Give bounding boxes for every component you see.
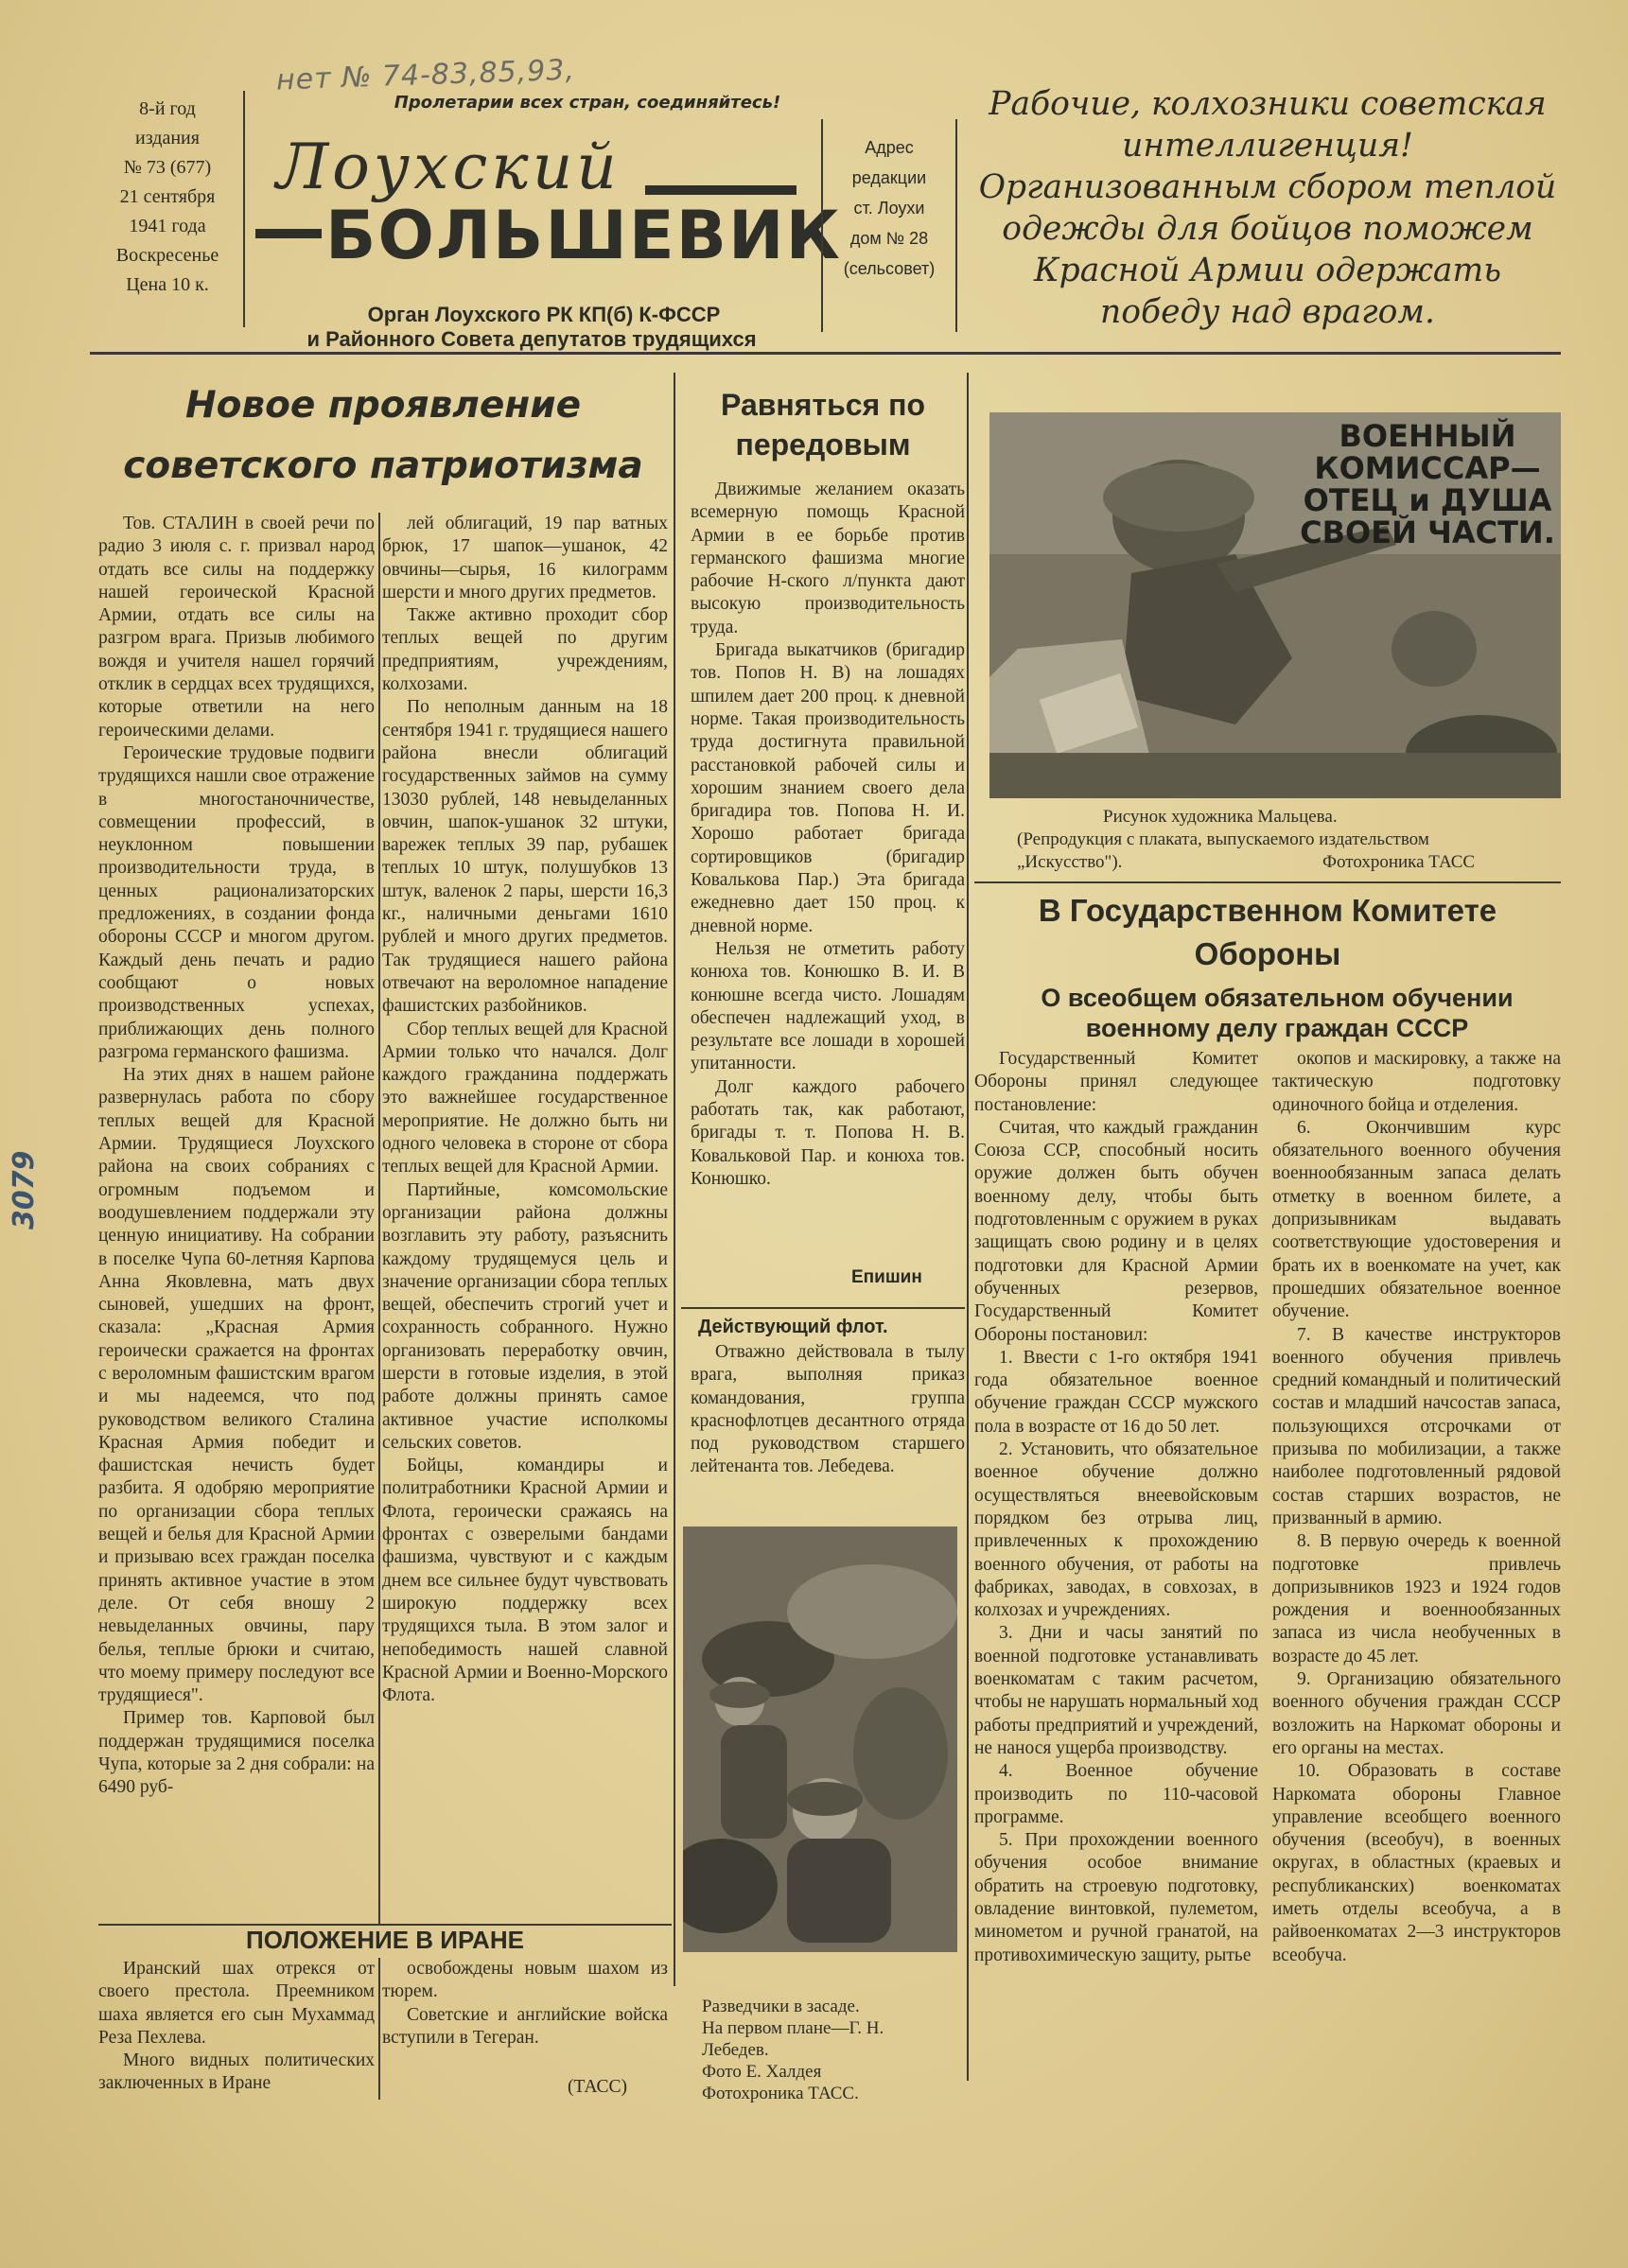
fleet-text: Отважно действовала в тылу врага, выполняя приказ командования, группа краснофлотцев десантного отряда под руководством старшего лейтенанта тов. Лебедева.: [691, 1342, 965, 1477]
masthead-rule: [255, 229, 322, 238]
caption-line: Лебедев.: [702, 2040, 769, 2060]
poster-caption-line1: Рисунок художника Мальцева.: [1103, 807, 1338, 827]
paragraph: 6. Окончившим курс обязательного военного обучения военнообязанным запаса делать отметку в военном билете, а допризывникам выдавать соответствующие удостоверения и брать их в военкомате на учет, как прошедших обязательное военное обучение.: [1272, 1117, 1561, 1322]
paragraph: лей облигаций, 19 пар ватных брюк, 17 шапок—ушанок, 42 овчины—сырья, 16 килограмм шерсти и много других предметов.: [382, 514, 668, 602]
paragraph: Долг каждого рабочего работать так, как работают, бригады т. т. Попова Н. В. Ковальковой Пар. и конюха тов. Конюшко.: [691, 1076, 965, 1189]
paragraph: освобождены новым шахом из тюрем.: [382, 1959, 668, 2002]
paragraph: 9. Организацию обязательного военного обучения граждан СССР возложить на Наркомат обороны и его органы на местах.: [1272, 1669, 1561, 1758]
paragraph: Движимые желанием оказать всемерную помощь Красной Армии в ее борьбе против германского фашизма многие рабочие Н-ского л/пункта дают высокую производительность труда.: [691, 480, 965, 637]
organ-line-2: и Районного Совета депутатов трудящихся: [306, 327, 757, 351]
paragraph: 4. Военное обучение производить по 110-часовой программе.: [974, 1761, 1258, 1827]
paragraph: 2. Установить, что обязательное военное обучение должно осуществляться внеевойсковым порядком без отрыва лиц, привлеченных к прохождению военного обучения, от работы на фабриках, заводах, в совхозах, в колхозах и учреждениях.: [974, 1439, 1258, 1621]
paragraph: 5. При прохождении военного обучения особое внимание обратить на строевую подготовку, овладение винтовкой, пулеметом, минометом и ручной гранатой, на противохимическую защиту, рытье: [974, 1830, 1258, 1965]
divider: [378, 1958, 380, 2100]
committee-headline-line2: Обороны: [1194, 936, 1341, 971]
caption-line: На первом плане—Г. Н.: [702, 2018, 884, 2038]
iran-column-1: [98, 1958, 375, 2096]
committee-column-1: [974, 1048, 1258, 1967]
appeal-text: Рабочие, колхозники советская интеллигенция! Организованным сбором теплой одежды для бойцов поможем Красной Армии одержать победу над врагом.: [978, 85, 1557, 331]
committee-subhead-line2: военному делу граждан СССР: [1085, 1014, 1469, 1042]
issue-info-line: 8-й год: [139, 98, 196, 119]
paragraph: Партийные, комсомольские организации района должны возглавить эту работу, разъяснить каждому трудящемуся цель и значение организации сбора теплых вещей, обеспечить строгий учет и сохранность собранного. Нужно организовать переработку овчин, шерсти в готовые изделия, в этой работе должны принять самое активное участие исполкомы сельских советов.: [382, 1179, 668, 1453]
address-line: редакции: [851, 168, 927, 187]
article1-column-1: [98, 513, 375, 1800]
paragraph: Пример тов. Карповой был поддержан трудящимися поселка Чупа, которые за 2 дня собрали: на 6490 руб-: [98, 1708, 375, 1798]
poster-caption-credit: Фотохроника ТАСС: [1322, 852, 1476, 872]
paragraph: Иранский шах отрекся от своего престола. Преемником шаха является его сын Мухаммад Реза Пехлева.: [98, 1959, 375, 2048]
article1-headline-line1: Новое проявление: [184, 384, 582, 427]
article2-signature: Епишин: [851, 1267, 922, 1287]
fleet-headline: Действующий флот.: [698, 1317, 888, 1337]
poster-image: [989, 412, 1561, 798]
issue-info-box: [92, 91, 245, 327]
archive-stamp: 3079: [8, 1150, 41, 1230]
caption-line: Фотохроника ТАСС.: [702, 2084, 859, 2103]
issue-info-line: 21 сентября: [119, 186, 216, 207]
paragraph: 1. Ввести с 1-го октября 1941 года обязательное военное обучение граждан СССР мужского пола в возрасте от 16 до 50 лет.: [974, 1347, 1258, 1437]
iran-column-2: [382, 1958, 668, 2050]
article2-body: [691, 479, 965, 1191]
paragraph: Сбор теплых вещей для Красной Армии только что начался. Долг каждого гражданина поддержать это важнейшее государственное мероприятие. Не должно быть ни одного человека в стороне от сбора теплых вещей для Красной Армии.: [382, 1019, 668, 1178]
article1-headline-line2: советского патриотизма: [123, 445, 643, 487]
address-line: (сельсовет): [843, 259, 936, 278]
poster-slogan-line4: СВОЕЙ ЧАСТИ.: [1300, 515, 1555, 550]
paragraph: Бригада выкатчиков (бригадир тов. Попов Н. В) на лошадях шпилем дает 200 проц. к дневной норме. Такая производительность труда достигнута правильной расстановкой рабочей силы и хорошим знанием своего дела бригадира тов. Попова Н. И. Хорошо работает бригада сортировщиков (бригадир Ковалькова Пар.) Эта бригада ежедневно дает 150 проц. к дневной норме.: [691, 640, 965, 936]
issue-info-line: Воскресенье: [115, 245, 219, 266]
paragraph: 10. Образовать в составе Наркомата обороны Главное управление всеобщего военного обучения (всеобуч), в военных округах, в областных (краевых и республиканских) военкоматах иметь отделы всеобуча, а в райвоенкоматах 2—3 инструкторов всеобуча.: [1272, 1761, 1561, 1965]
paragraph: Также активно проходит сбор теплых вещей по другим предприятиям, учреждениям, колхозами.: [382, 605, 668, 695]
committee-rule: [974, 881, 1561, 883]
address-info: [823, 119, 955, 284]
masthead-title-line1: Лоухский: [276, 131, 621, 203]
poster-slogan-line1: ВОЕННЫЙ: [1339, 418, 1516, 454]
poster-slogan-line3: ОТЕЦ и ДУША: [1303, 482, 1552, 518]
issue-info-line: издания: [135, 128, 200, 148]
paragraph: 8. В первую очередь к военной подготовке привлечь допризывников 1923 и 1924 годов рождения и военнообязанных запаса из числа необученных в возрасте до 45 лет.: [1272, 1531, 1561, 1666]
paragraph: Считая, что каждый гражданин Союза ССР, способный носить оружие должен быть обучен военному делу, чтобы быть подготовленным с оружием в руках защищать свою родину и в целях подготовки для Красной Армии обученных резервов, Государственный Комитет Обороны постановил:: [974, 1117, 1258, 1345]
issue-info-line: 1941 года: [129, 216, 206, 236]
paragraph: Советские и английские войска вступили в Тегеран.: [382, 2004, 668, 2048]
paragraph: Нельзя не отметить работу конюха тов. Конюшко В. И. В конюшне всегда чисто. Лошадям обеспечен надлежащий уход, в результате все лошади в хорошей упитанности.: [691, 938, 965, 1074]
masthead-title-line2: БОЛЬШЕВИК: [325, 197, 842, 274]
poster-slogan: [1290, 420, 1561, 549]
poster-caption-line2: (Репродукция с плаката, выпускаемого издательством: [1017, 829, 1429, 849]
organ-line-1: Орган Лоухского РК КП(б) К-ФССР: [367, 303, 721, 326]
article1-column-2: [382, 513, 668, 1707]
masthead-bottom-rule: [90, 352, 1561, 355]
committee-headline-line1: В Государственном Комитете: [1038, 893, 1497, 928]
scouts-caption: [702, 1996, 967, 2104]
caption-line: Фото Е. Халдея: [702, 2062, 822, 2082]
paragraph: Государственный Комитет Обороны принял следующее постановление:: [974, 1049, 1258, 1115]
scouts-photo-illustration: [683, 1527, 957, 1952]
article2-headline-line2: передовым: [735, 427, 911, 462]
caption-line: Разведчики в засаде.: [702, 1997, 860, 2016]
poster-slogan-line2: КОМИССАР—: [1314, 450, 1541, 486]
divider: [674, 373, 675, 1986]
iran-source: (ТАСС): [568, 2077, 628, 2097]
paragraph: По неполным данным на 18 сентября 1941 г. трудящиеся нашего района внесли облигаций государственных займов на сумму 13030 рублей, 148 невыделанных овчин, шапок-ушанок 32 штуки, варежек теплых 39 пар, рубашек теплых 10 штук, полушубков 13 штук, валенок 2 пары, шерсти 16,3 кг., наличными деньгами 1610 рублей и много других предметов. Так трудящиеся нашего района отвечают на вероломное нападение фашистских разбойников.: [382, 697, 668, 1017]
article2-headline-line1: Равняться по: [721, 388, 925, 422]
masthead-title: [248, 131, 842, 293]
handwritten-note: нет № 74-83,85,93,: [275, 53, 576, 97]
committee-column-2: [1272, 1048, 1561, 1967]
paragraph: Тов. СТАЛИН в своей речи по радио 3 июля с. г. призвал народ отдать все силы на поддержку нашей героической Красной Армии, отдать все силы на разгром врага. Призыв любимого вождя и учителя нашел горячий отклик в сердцах всех трудящихся, которые ответили на него героическими делами.: [98, 514, 375, 741]
paragraph: На этих днях в нашем районе развернулась работа по сбору теплых вещей для Красной Армии. Трудящиеся Лоухского района на своих собраниях с огромным подъемом и воодушевлением поддержали эту ценную инициативу. На собрании в поселке Чупа 60-летняя Карпова Анна Яковлевна, мать двух сыновей, ушедших на фронт, сказала: „Красная Армия героически сражается на фронтах с вероломным фашистским врагом и мы надеемся, что под руководством великого Сталина Красная Армия победит и фашистская нечисть будет разбита. Я одобряю мероприятие по организации сбора теплых вещей и белья для Красной Армии и призываю всех граждан поселка принять активное участие в этом деле. От себя вношу 2 невыделанных овчины, пару белья, теплые брюки и считаю, что моему примеру последуют все трудящиеся".: [98, 1065, 375, 1706]
fleet-rule: [681, 1307, 965, 1309]
divider: [967, 373, 969, 2081]
paragraph: 3. Дни и часы занятий по военной подготовке устанавливать военкоматам с таким расчетом, чтобы не нарушать нормальный ход работы предприятий и учреждений, не нанося ущерба производству.: [974, 1623, 1258, 1758]
issue-info-line: Цена 10 к.: [126, 274, 209, 295]
iran-headline: ПОЛОЖЕНИЕ В ИРАНЕ: [246, 1926, 524, 1954]
committee-subhead-line1: О всеобщем обязательном обучении: [1041, 984, 1514, 1012]
paragraph: Героические трудовые подвиги трудящихся нашли свое отражение в многостаночничестве, совмещении профессий, в неуклонном повышении производительности труда, в ценных рационализаторских предложениях, в создании фонда обороны СССР и многом другом. Каждый день печать и радио сообщают о новых производственных успехах, приближающих день полного разгрома германского фашизма.: [98, 742, 375, 1062]
address-box: [821, 119, 957, 332]
paragraph: Бойцы, командиры и политработники Красной Армии и Флота, героически сражаясь на фронтах с озверелыми бандами фашизма, чувствуют и с каждым днем все сильнее будут чувствовать широкую поддержку всех трудящихся тыла. В этом залог и непобедимость нашей славной Красной Армии и Военно-Морского Флота.: [382, 1456, 668, 1706]
divider: [378, 513, 380, 1924]
address-line: дом № 28: [849, 229, 929, 248]
paragraph: Много видных политических заключенных в Иране: [98, 2050, 375, 2094]
masthead-rule-right: [645, 185, 796, 195]
issue-info: [92, 91, 243, 300]
issue-info-line: № 73 (677): [123, 157, 212, 178]
scouts-photo: [683, 1527, 957, 1952]
paragraph: 7. В качестве инструкторов военного обучения привлечь средний командный и политический состав и младший начсостав запаса, пользующихся отсрочками от призыва по мобилизации, а также наиболее подготовленный рядовой состав старших возрастов, не призванный в армию.: [1272, 1324, 1561, 1528]
slogan: Пролетарии всех стран, соединяйтесь!: [394, 93, 781, 113]
poster-caption-line3: „Искусство").: [1017, 852, 1123, 872]
paragraph: окопов и маскировку, а также на тактическую подготовку одиночного бойца и отделения.: [1272, 1049, 1561, 1115]
address-line: ст. Лоухи: [853, 199, 925, 218]
address-line: Адрес: [865, 138, 914, 157]
